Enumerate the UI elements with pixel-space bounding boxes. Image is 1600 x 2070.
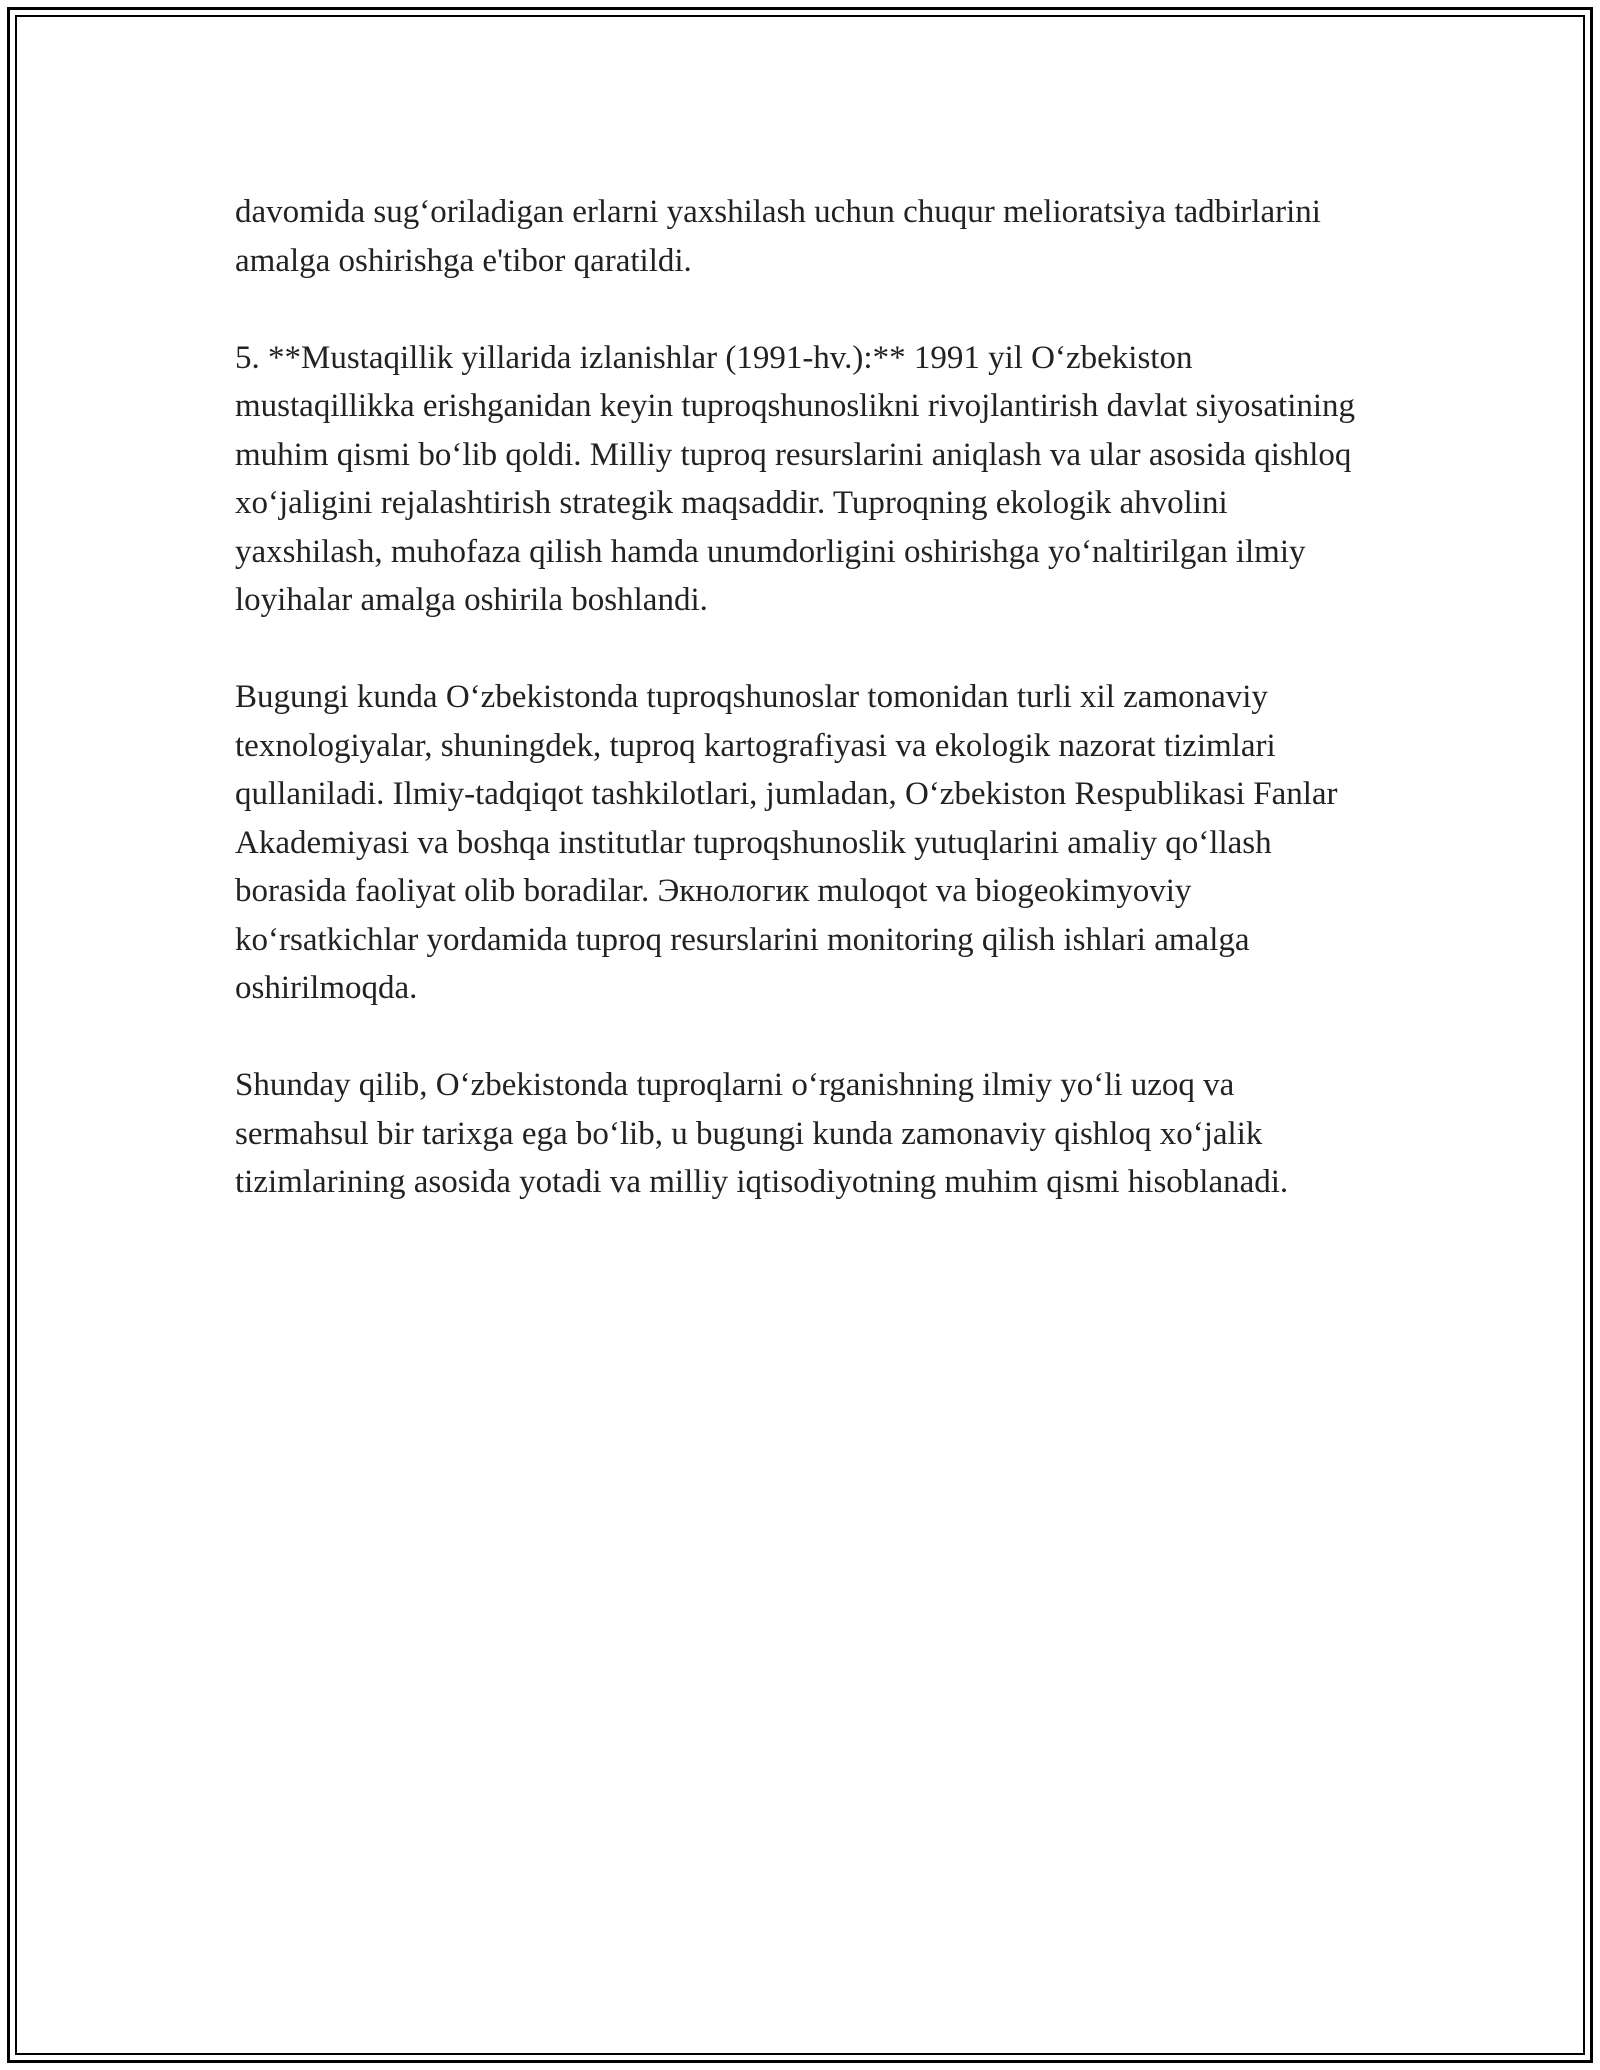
- paragraph-conclusion: Shunday qilib, O‘zbekistonda tuproqlarni o‘rganishning ilmiy yo‘li uzoq va sermahsul bir tarixga ega bo‘lib, u bugungi kunda zamonaviy qishloq xo‘jalik tizimlarining asosida yotadi va milliy iqtisodiyotning muhim qismi hisoblanadi.: [235, 1067, 1289, 1200]
- paragraph-melioration: davomida sug‘oriladigan erlarni yaxshilash uchun chuqur melioratsiya tadbirlarini amalga oshirishga e'tibor qaratildi.: [235, 194, 1321, 279]
- paragraph-independence-research: 5. **Mustaqillik yillarida izlanishlar (1991-hv.):** 1991 yil O‘zbekiston mustaqillikka erishganidan keyin tuproqshunoslikni rivojlantirish davlat siyosatining muhim qismi bo‘lib qoldi. Milliy tuproq resurslarini aniqlash va ular asosida qishloq xo‘jaligini rejalashtirish strategik maqsaddir. Tuproqning ekologik ahvolini yaxshilash, muhofaza qilish hamda unumdorligini oshirishga yo‘naltirilgan ilmiy loyihalar amalga oshirila boshlandi.: [235, 339, 1356, 618]
- paragraph-modern-technologies: Bugungi kunda O‘zbekistonda tuproqshunoslar tomonidan turli xil zamonaviy texnologiyalar, shuningdek, tuproq kartografiyasi va ekologik nazorat tizimlari qullaniladi. Ilmiy-tadqiqot tashkilotlari, jumladan, O‘zbekiston Respublikasi Fanlar Akademiyasi va boshqa institutlar tuproqshunoslik yutuqlarini amaliy qo‘llash borasida faoliyat olib boradilar. Экнологик muloqot va biogeokimyoviy ko‘rsatkichlar yordamida tuproq resurslarini monitoring qilish ishlari amalga oshirilmoqda.: [235, 679, 1338, 1006]
- document-body: [235, 188, 1375, 1255]
